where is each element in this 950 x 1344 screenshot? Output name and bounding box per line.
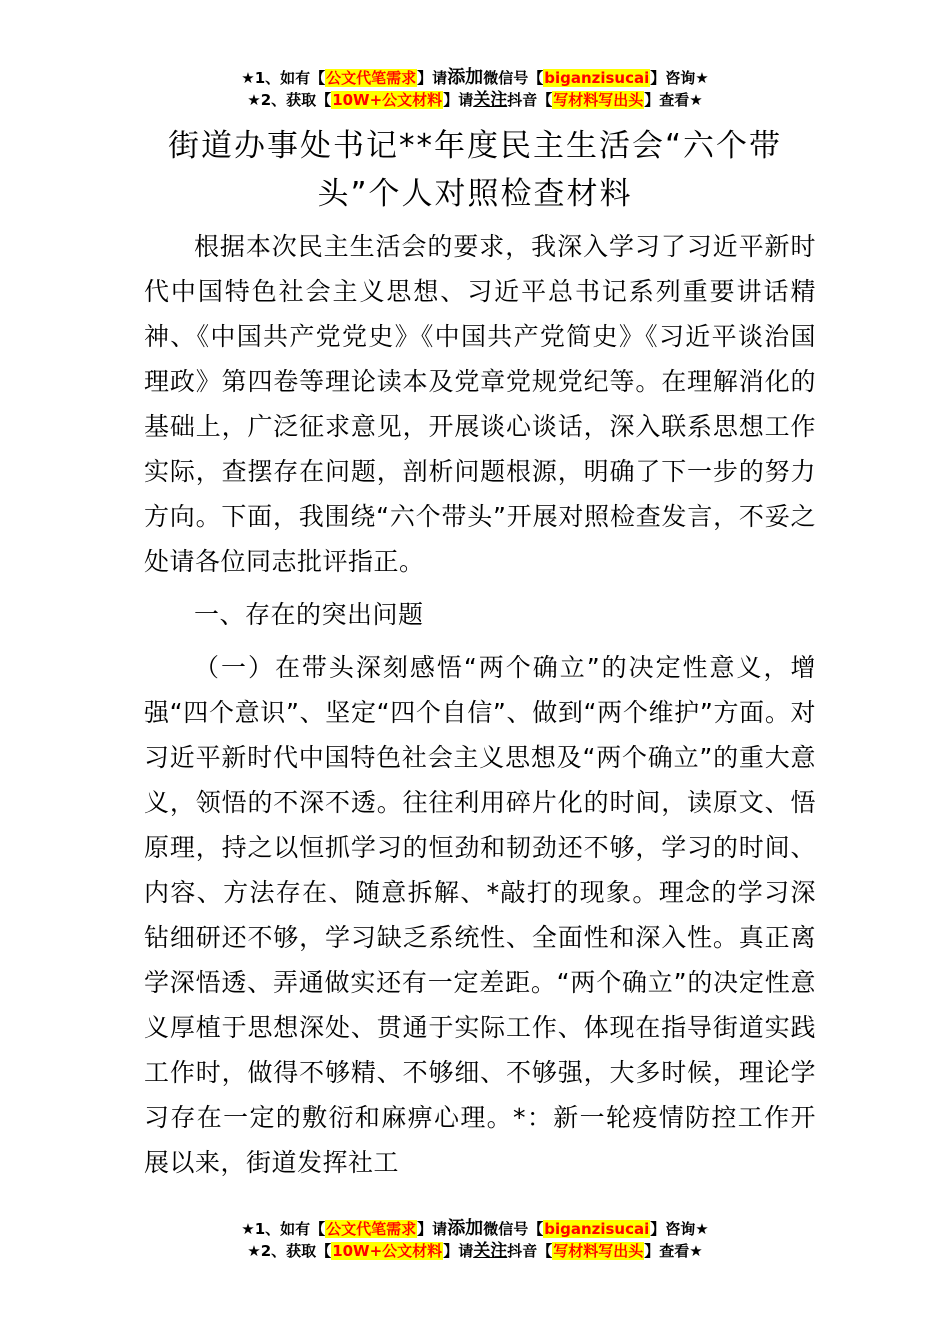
banner-highlight: 10W+公文材料 [332,91,443,109]
banner-text: 】咨询 [650,1220,696,1238]
banner-text: 】请 [443,1242,474,1260]
star-icon: ★ [241,1220,255,1238]
star-icon: ★ [689,91,703,109]
banner-emphasis: 添加 [447,67,484,88]
banner-line-2 [0,89,950,111]
banner-text: 抖音【 [507,91,553,109]
star-icon: ★ [695,69,709,87]
top-banner [0,67,950,111]
banner-line-1 [0,67,950,89]
banner-highlight: biganzisucai [544,69,650,87]
banner-text: 抖音【 [507,1242,553,1260]
star-icon: ★ [247,1242,261,1260]
banner-highlight: 10W+公文材料 [332,1242,443,1260]
banner-emphasis: 关注 [473,90,508,110]
document-title: 街道办事处书记**年度民主生活会“六个带头”个人对照检查材料 [167,128,783,212]
banner-highlight: 公文代笔需求 [326,69,417,87]
bottom-banner [0,1218,950,1262]
section-heading: 一、存在的突出问题 [194,600,424,629]
star-icon: ★ [695,1220,709,1238]
banner-text: 1、如有【 [254,69,326,87]
banner-text: 1、如有【 [254,1220,326,1238]
banner-text: 】请 [417,69,448,87]
star-icon: ★ [247,91,261,109]
banner-text: 】咨询 [650,69,696,87]
banner-highlight: biganzisucai [544,1220,650,1238]
banner-text: 微信号【 [483,1220,544,1238]
star-icon: ★ [689,1242,703,1260]
banner-line-2 [0,1240,950,1262]
paragraph-intro: 根据本次民主生活会的要求，我深入学习了习近平新时代中国特色社会主义思想、习近平总书记系列重要讲话精神、《中国共产党党史》《中国共产党简史》《习近平谈治国理政》第四卷等理论读本及党章党规党纪等。在理解消化的基础上，广泛征求意见，开展谈心谈话，深入联系思想工作实际，查摆存在问题，剖析问题根源，明确了下一步的努力方向。下面，我围绕“六个带头”开展对照检查发言，不妥之处请各位同志批评指正。 [144,232,816,576]
banner-text: 】请 [417,1220,448,1238]
paragraph-issue-1: （一）在带头深刻感悟“两个确立”的决定性意义，增强“四个意识”、坚定“四个自信”、做到“两个维护”方面。对习近平新时代中国特色社会主义思想及“两个确立”的重大意义，领悟的不深不透。往往利用碎片化的时间，读原文、悟原理，持之以恒抓学习的恒劲和韧劲还不够，学习的时间、内容、方法存在、随意拆解、*敲打的现象。理念的学习深钻细研还不够，学习缺乏系统性、全面性和深入性。真正离学深悟透、弄通做实还有一定差距。“两个确立”的决定性意义厚植于思想深处、贯通于实际工作、体现在指导街道实践工作时，做得不够精、不够细、不够强，大多时候，理论学习存在一定的敷衍和麻痹心理。*：新一轮疫情防控工作开展以来，街道发挥社工 [144,653,816,1177]
banner-highlight: 写材料写出头 [553,91,644,109]
document-body [144,224,816,1185]
star-icon: ★ [241,69,255,87]
banner-text: 】查看 [644,91,690,109]
banner-text: 微信号【 [483,69,544,87]
banner-line-1 [0,1218,950,1240]
banner-text: 】请 [443,91,474,109]
banner-text: 2、获取【 [260,1242,332,1260]
banner-emphasis: 添加 [447,1218,484,1239]
banner-text: 2、获取【 [260,91,332,109]
banner-highlight: 写材料写出头 [553,1242,644,1260]
banner-text: 】查看 [644,1242,690,1260]
banner-emphasis: 关注 [473,1241,508,1261]
banner-highlight: 公文代笔需求 [326,1220,417,1238]
